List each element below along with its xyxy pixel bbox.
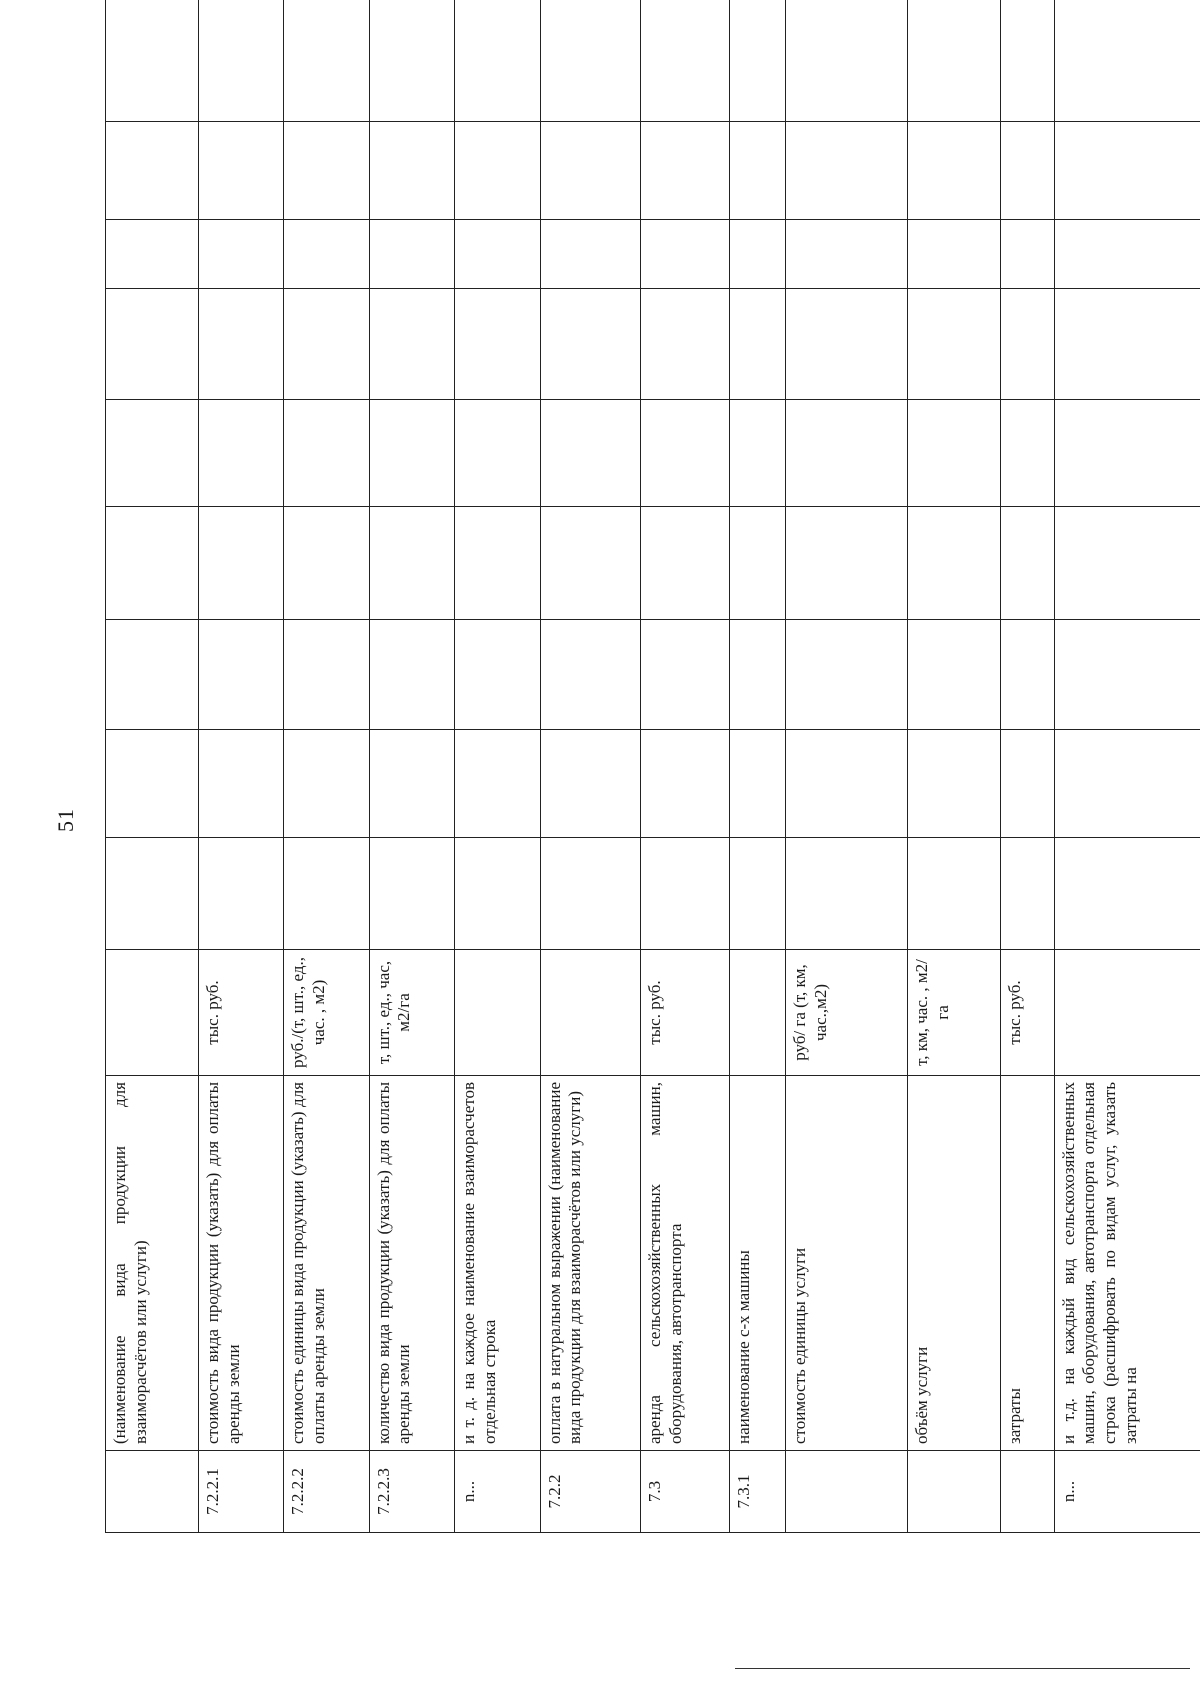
- empty-value-cell: [640, 122, 729, 220]
- empty-value-cell: [729, 620, 785, 730]
- empty-value-cell: [786, 838, 908, 950]
- empty-value-cell: [106, 730, 199, 838]
- empty-value-cell: [540, 838, 640, 950]
- empty-value-cell: [640, 220, 729, 289]
- row-unit-cell: руб/ га (т, км, час.,м2): [786, 950, 908, 1076]
- row-name-cell: объём услуги: [908, 1076, 1001, 1451]
- empty-value-cell: [1054, 730, 1200, 838]
- row-unit-cell: тыс. руб.: [1001, 950, 1055, 1076]
- empty-value-cell: [729, 838, 785, 950]
- empty-value-cell: [455, 620, 540, 730]
- row-name-cell: количество вида продукции (указать) для оплаты аренды земли: [369, 1076, 454, 1451]
- row-unit-cell: [106, 950, 199, 1076]
- empty-value-cell: [198, 400, 283, 507]
- empty-value-cell: [1001, 220, 1055, 289]
- empty-value-cell: [540, 289, 640, 400]
- table-row: [729, 0, 785, 1533]
- empty-value-cell: [455, 838, 540, 950]
- row-unit-cell: т, км, час. , м2/га: [908, 950, 1001, 1076]
- empty-value-cell: [540, 507, 640, 620]
- empty-value-cell: [640, 620, 729, 730]
- row-unit-cell: [1054, 950, 1200, 1076]
- empty-value-cell: [198, 838, 283, 950]
- rotated-table-area: [105, 83, 1200, 1533]
- row-unit-cell: [540, 950, 640, 1076]
- empty-value-cell: [786, 620, 908, 730]
- row-number-cell: 7.2.2.2: [284, 1451, 369, 1533]
- table-row: [1001, 0, 1055, 1533]
- empty-value-cell: [198, 730, 283, 838]
- row-name-cell: стоимость единицы услуги: [786, 1076, 908, 1451]
- empty-value-cell: [908, 400, 1001, 507]
- empty-value-cell: [908, 0, 1001, 122]
- row-name-cell: стоимость вида продукции (указать) для оплаты аренды земли: [198, 1076, 283, 1451]
- row-number-cell: 7.3: [640, 1451, 729, 1533]
- empty-value-cell: [729, 0, 785, 122]
- empty-value-cell: [284, 620, 369, 730]
- row-unit-cell: [729, 950, 785, 1076]
- row-unit-cell: тыс. руб.: [198, 950, 283, 1076]
- empty-value-cell: [106, 400, 199, 507]
- table-row: [455, 0, 540, 1533]
- empty-value-cell: [284, 838, 369, 950]
- row-number-cell: [1001, 1451, 1055, 1533]
- row-number-cell: [106, 1451, 199, 1533]
- row-unit-cell: т, шт., ед., час, м2/га: [369, 950, 454, 1076]
- empty-value-cell: [540, 0, 640, 122]
- empty-value-cell: [369, 620, 454, 730]
- row-number-cell: 7.2.2.3: [369, 1451, 454, 1533]
- empty-value-cell: [640, 400, 729, 507]
- row-number-cell: n...: [455, 1451, 540, 1533]
- table-row: [106, 0, 199, 1533]
- empty-value-cell: [198, 0, 283, 122]
- row-name-cell: и т. д. на каждое наименование взаиморасчетов отдельная строка: [455, 1076, 540, 1451]
- row-name-cell: оплата в натуральном выражении (наименование вида продукции для взаиморасчётов или услуги): [540, 1076, 640, 1451]
- empty-value-cell: [1001, 838, 1055, 950]
- empty-value-cell: [729, 400, 785, 507]
- row-unit-cell: [455, 950, 540, 1076]
- row-name-cell: и т.д. на каждый вид сельскохозяйственных машин, оборудования, автотранспорта отдельная строка (расшифровать по видам услуг, указать затраты на: [1054, 1076, 1200, 1451]
- empty-value-cell: [640, 289, 729, 400]
- empty-value-cell: [640, 730, 729, 838]
- empty-value-cell: [284, 122, 369, 220]
- empty-value-cell: [198, 507, 283, 620]
- empty-value-cell: [1054, 620, 1200, 730]
- empty-value-cell: [729, 507, 785, 620]
- empty-value-cell: [540, 730, 640, 838]
- empty-value-cell: [786, 730, 908, 838]
- empty-value-cell: [369, 122, 454, 220]
- empty-value-cell: [369, 400, 454, 507]
- empty-value-cell: [729, 220, 785, 289]
- row-number-cell: 7.3.1: [729, 1451, 785, 1533]
- table-row: [908, 0, 1001, 1533]
- empty-value-cell: [284, 220, 369, 289]
- row-number-cell: 7.2.2.1: [198, 1451, 283, 1533]
- empty-value-cell: [1001, 122, 1055, 220]
- empty-value-cell: [198, 220, 283, 289]
- page-number: 51: [53, 808, 78, 832]
- empty-value-cell: [455, 400, 540, 507]
- empty-value-cell: [369, 838, 454, 950]
- empty-value-cell: [106, 507, 199, 620]
- row-number-cell: n...: [1054, 1451, 1200, 1533]
- empty-value-cell: [1054, 220, 1200, 289]
- row-name-cell: наименование с-х машины: [729, 1076, 785, 1451]
- empty-value-cell: [284, 0, 369, 122]
- table-row: [540, 0, 640, 1533]
- empty-value-cell: [106, 838, 199, 950]
- empty-value-cell: [284, 507, 369, 620]
- footer-rule: [735, 1668, 1190, 1669]
- empty-value-cell: [1001, 400, 1055, 507]
- empty-value-cell: [1054, 122, 1200, 220]
- empty-value-cell: [106, 220, 199, 289]
- empty-value-cell: [786, 289, 908, 400]
- empty-value-cell: [1054, 507, 1200, 620]
- empty-value-cell: [369, 289, 454, 400]
- empty-value-cell: [369, 507, 454, 620]
- empty-value-cell: [729, 122, 785, 220]
- empty-value-cell: [198, 122, 283, 220]
- empty-value-cell: [908, 730, 1001, 838]
- row-number-cell: [786, 1451, 908, 1533]
- row-number-cell: 7.2.2: [540, 1451, 640, 1533]
- row-unit-cell: руб./(т, шт., ед., час. , м2): [284, 950, 369, 1076]
- empty-value-cell: [1054, 0, 1200, 122]
- empty-value-cell: [106, 122, 199, 220]
- table-row: [1054, 0, 1200, 1533]
- empty-value-cell: [1001, 730, 1055, 838]
- empty-value-cell: [540, 220, 640, 289]
- empty-value-cell: [540, 122, 640, 220]
- empty-value-cell: [908, 220, 1001, 289]
- empty-value-cell: [1001, 507, 1055, 620]
- empty-value-cell: [455, 122, 540, 220]
- empty-value-cell: [455, 0, 540, 122]
- empty-value-cell: [1054, 838, 1200, 950]
- empty-value-cell: [284, 289, 369, 400]
- cost-table: [105, 0, 1200, 1533]
- empty-value-cell: [1001, 620, 1055, 730]
- empty-value-cell: [455, 220, 540, 289]
- empty-value-cell: [369, 0, 454, 122]
- empty-value-cell: [640, 0, 729, 122]
- table-row: [284, 0, 369, 1533]
- empty-value-cell: [455, 289, 540, 400]
- empty-value-cell: [106, 289, 199, 400]
- row-unit-cell: тыс. руб.: [640, 950, 729, 1076]
- empty-value-cell: [1001, 289, 1055, 400]
- empty-value-cell: [786, 220, 908, 289]
- empty-value-cell: [786, 507, 908, 620]
- empty-value-cell: [1054, 400, 1200, 507]
- empty-value-cell: [908, 620, 1001, 730]
- empty-value-cell: [369, 220, 454, 289]
- empty-value-cell: [786, 122, 908, 220]
- empty-value-cell: [284, 400, 369, 507]
- empty-value-cell: [908, 838, 1001, 950]
- table-row: [198, 0, 283, 1533]
- empty-value-cell: [369, 730, 454, 838]
- row-name-cell: аренда сельскохозяйственных машин, оборудования, автотранспорта: [640, 1076, 729, 1451]
- row-number-cell: [908, 1451, 1001, 1533]
- empty-value-cell: [284, 730, 369, 838]
- empty-value-cell: [106, 620, 199, 730]
- empty-value-cell: [106, 0, 199, 122]
- empty-value-cell: [198, 289, 283, 400]
- table-row: [640, 0, 729, 1533]
- empty-value-cell: [1054, 289, 1200, 400]
- empty-value-cell: [729, 730, 785, 838]
- empty-value-cell: [908, 289, 1001, 400]
- empty-value-cell: [455, 730, 540, 838]
- table-row: [786, 0, 908, 1533]
- empty-value-cell: [640, 838, 729, 950]
- empty-value-cell: [786, 400, 908, 507]
- empty-value-cell: [908, 507, 1001, 620]
- empty-value-cell: [640, 507, 729, 620]
- empty-value-cell: [786, 0, 908, 122]
- empty-value-cell: [540, 620, 640, 730]
- row-name-cell: стоимость единицы вида продукции (указать) для оплаты аренды земли: [284, 1076, 369, 1451]
- row-name-cell: (наименование вида продукции для взаиморасчётов или услуги): [106, 1076, 199, 1451]
- empty-value-cell: [455, 507, 540, 620]
- empty-value-cell: [908, 122, 1001, 220]
- empty-value-cell: [540, 400, 640, 507]
- empty-value-cell: [729, 289, 785, 400]
- row-name-cell: затраты: [1001, 1076, 1055, 1451]
- empty-value-cell: [198, 620, 283, 730]
- table-row: [369, 0, 454, 1533]
- empty-value-cell: [1001, 0, 1055, 122]
